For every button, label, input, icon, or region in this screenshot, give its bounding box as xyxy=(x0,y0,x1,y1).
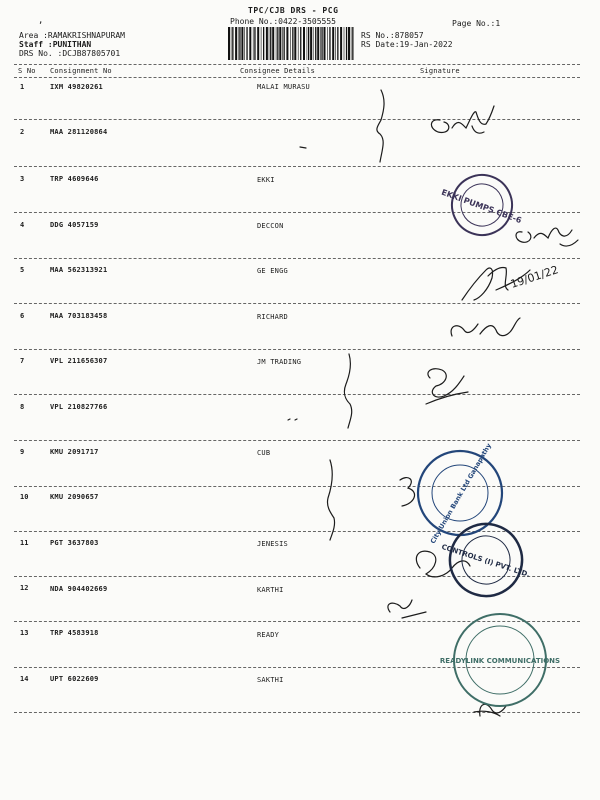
row-consignment: UPT 6022609 xyxy=(50,675,99,683)
row-consignment: DDG 4057159 xyxy=(50,221,99,229)
pen-mark xyxy=(300,147,306,148)
row-sno: 1 xyxy=(20,83,25,91)
row-consignee: EKKI xyxy=(257,176,275,184)
signature-row4 xyxy=(516,228,578,246)
col-consignment: Consignment No xyxy=(50,67,112,75)
phone-number: Phone No.:0422-3505555 xyxy=(230,17,336,26)
city-union-bank-stamp xyxy=(418,441,502,545)
row-sno: 10 xyxy=(20,493,29,501)
row-consignee: DECCON xyxy=(257,222,284,230)
row-consignment: VPL 210827766 xyxy=(50,403,108,411)
signature-row1 xyxy=(431,106,494,133)
row-consignee: JENESIS xyxy=(257,540,288,548)
row-sno: 13 xyxy=(20,629,29,637)
row-consignment: KMU 2090657 xyxy=(50,493,99,501)
row-consignment: TRP 4583918 xyxy=(50,629,99,637)
stamp-text: READYLINK COMMUNICATIONS xyxy=(439,657,561,665)
row-consignee: GE ENGG xyxy=(257,267,288,275)
stamp-text: City Union Bank Ltd Ganapathy xyxy=(428,441,493,546)
row-consignee: SAKTHI xyxy=(257,676,284,684)
row-sno: 8 xyxy=(20,403,25,411)
row-sno: 12 xyxy=(20,584,29,592)
signature-row8 xyxy=(426,369,468,404)
readylink-stamp xyxy=(440,614,560,706)
brace-mark xyxy=(344,354,351,428)
rs-date: RS Date:19-Jan-2022 xyxy=(361,40,453,49)
col-consignee: Consignee Details xyxy=(240,67,316,75)
signature-row9 xyxy=(400,478,415,506)
row-consignee: KARTHI xyxy=(257,586,284,594)
drs-number: DRS No. :DCJB87805701 xyxy=(19,49,121,58)
row-sno: 7 xyxy=(20,357,25,365)
corner-mark: , xyxy=(38,16,44,26)
row-consignment: IXM 49820261 xyxy=(50,83,103,91)
row-consignee: JM TRADING xyxy=(257,358,302,366)
col-signature: Signature xyxy=(420,67,460,75)
row-consignment: MAA 703183458 xyxy=(50,312,108,320)
area-label: Area :RAMAKRISHNAPURAM xyxy=(19,31,125,40)
staff-label: Staff :PUNITHAN xyxy=(19,40,92,49)
signature-row12 xyxy=(388,600,426,618)
row-consignment: KMU 2091717 xyxy=(50,448,99,456)
row-sno: 5 xyxy=(20,266,25,274)
row-consignment: PGT 3637803 xyxy=(50,539,99,547)
brace-mark xyxy=(377,90,384,162)
row-consignment: TRP 4609646 xyxy=(50,175,99,183)
row-consignment: NDA 904402669 xyxy=(50,585,108,593)
signature-row6 xyxy=(451,318,520,336)
handwritten-date: 19/01/22 xyxy=(508,263,560,291)
row-sno: 9 xyxy=(20,448,25,456)
page-number: Page No.:1 xyxy=(452,19,501,28)
brace-mark xyxy=(327,460,334,540)
row-consignee: CUB xyxy=(257,449,271,457)
row-consignment: MAA 562313921 xyxy=(50,266,108,274)
row-sno: 6 xyxy=(20,312,25,320)
stamp-text: EKKI PUMPS CBE-6 xyxy=(440,187,523,226)
pen-mark xyxy=(288,419,297,420)
rs-number: RS No.:878057 xyxy=(361,31,424,40)
row-sno: 11 xyxy=(20,539,29,547)
document-title: TPC/CJB DRS - PCG xyxy=(248,6,339,15)
row-consignee: RICHARD xyxy=(257,313,288,321)
ekki-pumps-stamp xyxy=(432,162,532,247)
row-sno: 14 xyxy=(20,675,29,683)
row-sno: 4 xyxy=(20,221,25,229)
row-consignee: MALAI MURASU xyxy=(257,83,310,91)
stamp-text: CONTROLS (I) PVT. LTD. xyxy=(440,542,531,580)
row-consignment: MAA 281120864 xyxy=(50,128,108,136)
row-consignee: READY xyxy=(257,631,280,639)
row-sno: 3 xyxy=(20,175,25,183)
row-consignment: VPL 211656307 xyxy=(50,357,108,365)
row-sno: 2 xyxy=(20,128,25,136)
col-sno: S No xyxy=(18,67,36,75)
